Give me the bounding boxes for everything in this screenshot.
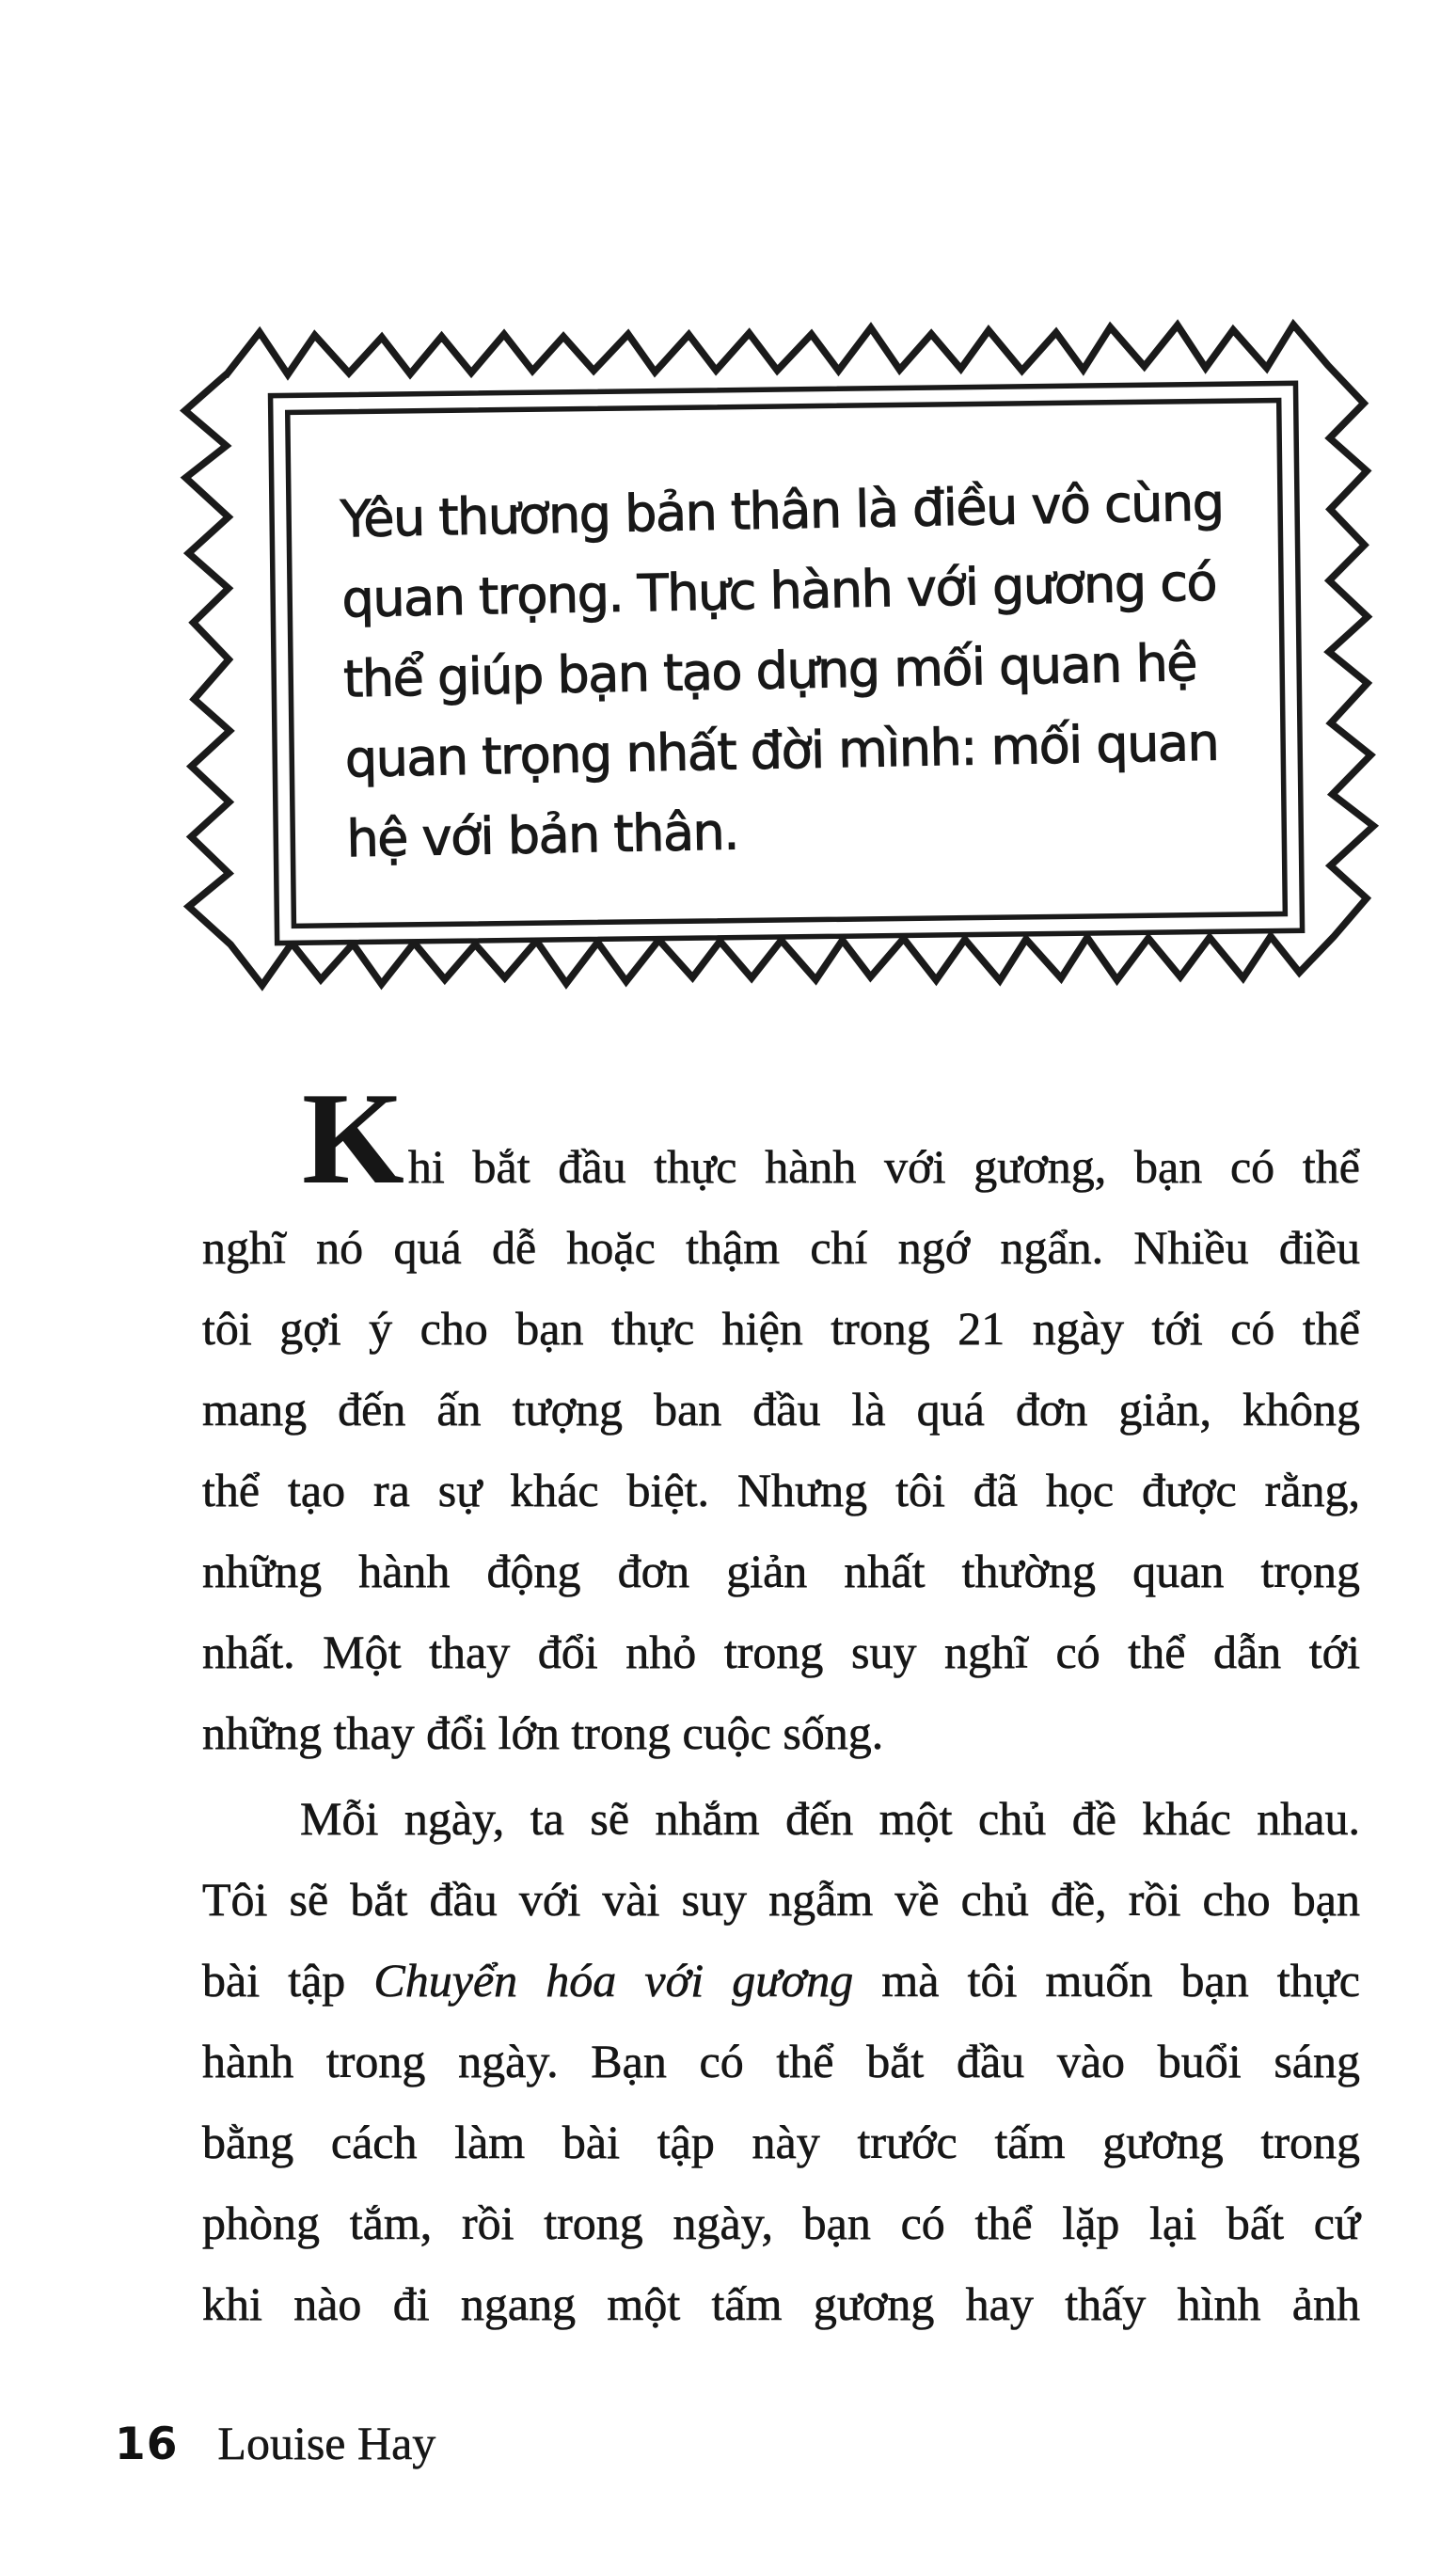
quote-line: quan trọng. Thực hành với gương có	[340, 552, 1217, 629]
quote-line: Yêu thương bản thân là điều vô cùng	[340, 472, 1224, 549]
body-line-text: mà tôi muốn bạn thực	[853, 1954, 1360, 2007]
italic-exercise-title: Chuyển hóa với gương	[373, 1954, 854, 2007]
quote-text	[340, 461, 1306, 880]
body-line: nhất. Một thay đổi nhỏ trong suy nghĩ có thể dẫn tới	[202, 1626, 1360, 1678]
quote-box	[183, 324, 1376, 989]
body-line-with-italic	[202, 1940, 1360, 2021]
body-line: thể tạo ra sự khác biệt. Nhưng tôi đã học được rằng,	[202, 1464, 1360, 1516]
body-line: bằng cách làm bài tập này trước tấm gương trong	[202, 2116, 1360, 2168]
body-line: tôi gợi ý cho bạn thực hiện trong 21 ngày tới có thể	[202, 1302, 1360, 1355]
body-text	[202, 1066, 1360, 2344]
body-line: Tôi sẽ bắt đầu với vài suy ngẫm về chủ đề, rồi cho bạn	[202, 1873, 1360, 1926]
dropcap-initial: K	[302, 1066, 408, 1212]
body-line: nghĩ nó quá dễ hoặc thậm chí ngớ ngẩn. Nhiều điều	[202, 1221, 1360, 1274]
body-line: mang đến ấn tượng ban đầu là quá đơn giản, không	[202, 1383, 1360, 1436]
quote-line: thể giúp bạn tạo dựng mối quan hệ	[342, 633, 1197, 709]
body-line: Mỗi ngày, ta sẽ nhắm đến một chủ đề khác nhau.	[300, 1792, 1360, 1845]
page-footer	[115, 2416, 435, 2470]
body-line: những thay đổi lớn trong cuộc sống.	[202, 1706, 884, 1759]
quote-line: hệ với bản thân.	[345, 801, 739, 869]
body-line: hành trong ngày. Bạn có thể bắt đầu vào buổi sáng	[202, 2035, 1360, 2087]
running-author: Louise Hay	[217, 2417, 436, 2469]
quote-line: quan trọng nhất đời mình: mối quan	[344, 712, 1219, 789]
body-line: khi nào đi ngang một tấm gương hay thấy hình ảnh	[202, 2277, 1360, 2330]
page-number: 16	[115, 2419, 179, 2470]
body-line-text: bài tập	[202, 1954, 374, 2007]
paragraph-1	[202, 1066, 1360, 1773]
body-line: những hành động đơn giản nhất thường quan trọng	[202, 1545, 1360, 1597]
paragraph-2	[202, 1778, 1360, 2344]
body-line: phòng tắm, rồi trong ngày, bạn có thể lặp lại bất cứ	[202, 2197, 1360, 2249]
body-line-text: hi bắt đầu thực hành với gương, bạn có thể	[407, 1140, 1360, 1193]
body-line	[202, 1066, 1360, 1212]
